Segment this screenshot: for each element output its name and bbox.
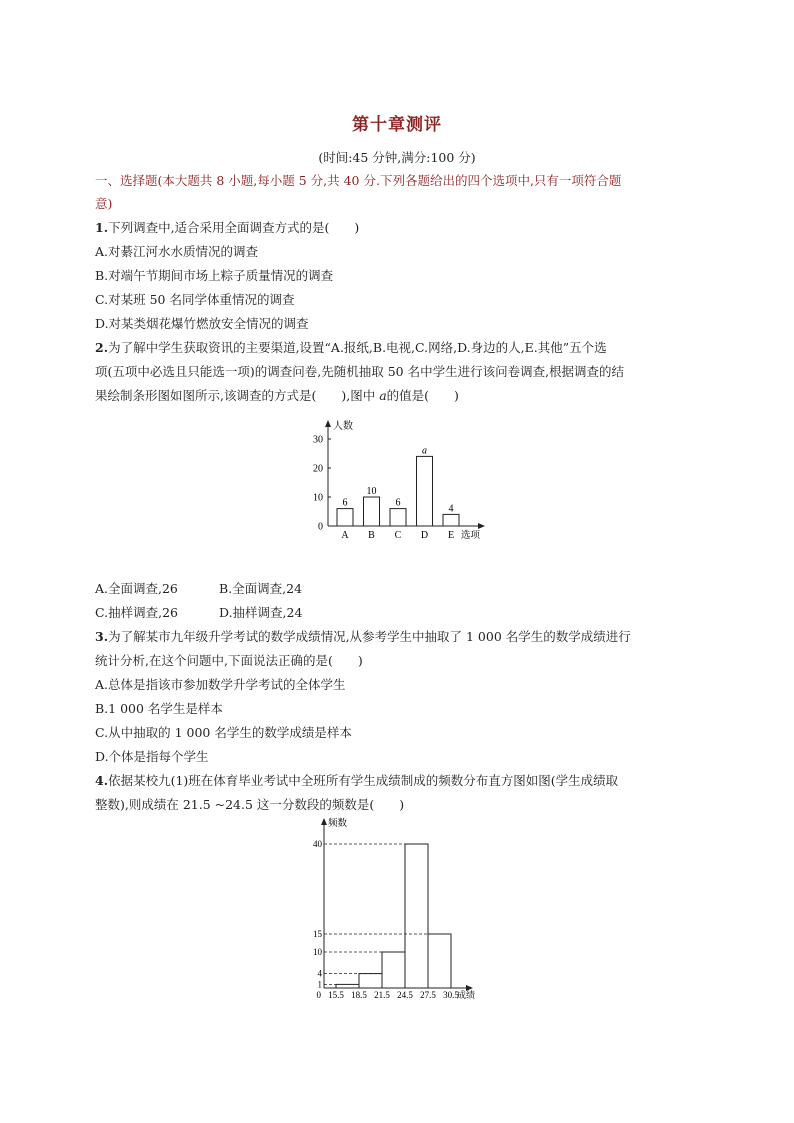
histogram-scores <box>300 812 500 1004</box>
section-heading-line-2: 意) <box>95 196 113 211</box>
y-tick-label: 30 <box>313 434 323 446</box>
y-axis-arrow <box>321 818 327 825</box>
bar-chart-survey <box>300 410 500 550</box>
bar <box>364 497 380 526</box>
question-2-stem-line-1 <box>95 339 607 357</box>
x-tick-label: 18.5 <box>351 990 367 1000</box>
x-tick-label: A <box>341 530 349 541</box>
histogram-bar <box>405 844 428 988</box>
bar-value-label: a <box>422 445 427 457</box>
question-1-number: 1. <box>95 220 109 235</box>
bar <box>417 456 433 526</box>
bar <box>337 509 353 526</box>
x-tick-label: 15.5 <box>328 990 344 1000</box>
y-tick-label: 40 <box>313 839 322 849</box>
y-tick-label: 4 <box>317 968 322 979</box>
x-tick-label: 21.5 <box>374 990 390 1000</box>
bar-value-label: 6 <box>395 497 401 509</box>
histogram-bar <box>359 974 382 988</box>
question-2-option-b: B.全面调查,24 <box>219 581 303 596</box>
y-tick-label: 0 <box>318 521 323 533</box>
question-3-text-1: 为了解某市九年级升学考试的数学成绩情况,从参考学生中抽取了 1 000 名学生的数学成绩进行 <box>108 629 631 644</box>
bar <box>443 514 459 526</box>
bar-value-label: 4 <box>448 503 454 515</box>
x-tick-label: 27.5 <box>420 990 436 1000</box>
x-tick-label: C <box>394 530 402 541</box>
y-tick-label: 15 <box>313 929 322 939</box>
origin-label: 0 <box>316 990 321 1000</box>
question-2-stem-line-3 <box>95 387 459 405</box>
y-tick-label: 10 <box>313 947 322 957</box>
question-4-stem-line-2: 整数),则成绩在 21.5 ~24.5 这一分数段的频数是( ) <box>95 797 405 812</box>
question-3-option-a: A.总体是指该市参加数学升学考试的全体学生 <box>95 677 346 692</box>
question-4-stem-line-1 <box>95 772 618 790</box>
x-tick-label: E <box>447 530 455 541</box>
histogram-bar <box>382 952 405 988</box>
question-1-option-c: C.对某班 50 名同学体重情况的调查 <box>95 292 295 307</box>
question-3-option-c: C.从中抽取的 1 000 名学生的数学成绩是样本 <box>95 725 352 740</box>
bar <box>390 509 406 526</box>
x-axis-title: 成绩 <box>457 990 476 1000</box>
exam-info: (时间:45 分钟,满分:100 分) <box>318 150 476 165</box>
bar-value-label: 6 <box>342 497 348 509</box>
variable-a: a <box>379 388 387 403</box>
y-axis-arrow <box>325 420 331 427</box>
question-3-option-b: B.1 000 名学生是样本 <box>95 701 223 716</box>
x-tick-label: 30.5 <box>443 990 459 1000</box>
page-title: 第十章测评 <box>352 115 442 135</box>
x-tick-label: D <box>420 530 429 541</box>
question-1-text: 下列调查中,适合采用全面调查方式的是( ) <box>108 220 360 235</box>
question-2-option-d: D.抽样调查,24 <box>219 605 303 620</box>
question-2-stem-line-2: 项(五项中必选且只能选一项)的调查问卷,先随机抽取 50 名中学生进行该问卷调查,根据调查的结 <box>95 364 625 379</box>
question-1-option-b: B.对端午节期间市场上粽子质量情况的调查 <box>95 268 334 283</box>
histogram-bar <box>336 984 359 988</box>
x-axis-arrow <box>478 523 485 529</box>
question-3-option-d: D.个体是指每个学生 <box>95 749 209 764</box>
question-2-option-a: A.全面调查,26 <box>95 581 178 596</box>
question-2-number: 2. <box>95 340 109 355</box>
question-4-text-1: 依据某校九(1)班在体育毕业考试中全班所有学生成绩制成的频数分布直方图如图(学生成绩取 <box>108 773 619 788</box>
bar-value-label: 10 <box>366 486 377 497</box>
y-tick-label: 1 <box>317 979 322 990</box>
question-1-stem <box>95 219 359 237</box>
y-axis-title: 频数 <box>328 819 348 829</box>
y-tick-label: 10 <box>313 492 323 504</box>
question-2-text-3a: 果绘制条形图如图所示,该调查的方式是( ),图中 <box>95 388 380 403</box>
question-3-stem-line-1 <box>95 628 631 646</box>
y-axis-title: 人数 <box>333 421 353 432</box>
question-2-option-c: C.抽样调查,26 <box>95 605 178 620</box>
question-1-option-d: D.对某类烟花爆竹燃放安全情况的调查 <box>95 316 309 331</box>
question-4-number: 4. <box>95 773 109 788</box>
x-tick-label: 24.5 <box>397 990 413 1000</box>
x-axis-title: 选项 <box>461 531 481 541</box>
y-tick-label: 20 <box>313 463 323 475</box>
question-1-option-a: A.对綦江河水水质情况的调查 <box>95 244 259 259</box>
section-heading-line-1: 一、选择题(本大题共 8 小题,每小题 5 分,共 40 分.下列各题给出的四个选项中,只有一项符合题 <box>95 173 622 188</box>
question-2-text-1: 为了解中学生获取资讯的主要渠道,设置“A.报纸,B.电视,C.网络,D.身边的人,E.其他”五个选 <box>108 340 607 355</box>
question-2-text-3b: 的值是( ) <box>386 388 459 403</box>
question-3-number: 3. <box>95 629 109 644</box>
question-3-stem-line-2: 统计分析,在这个问题中,下面说法正确的是( ) <box>95 653 363 668</box>
histogram-bar <box>428 934 451 988</box>
x-tick-label: B <box>368 530 375 541</box>
